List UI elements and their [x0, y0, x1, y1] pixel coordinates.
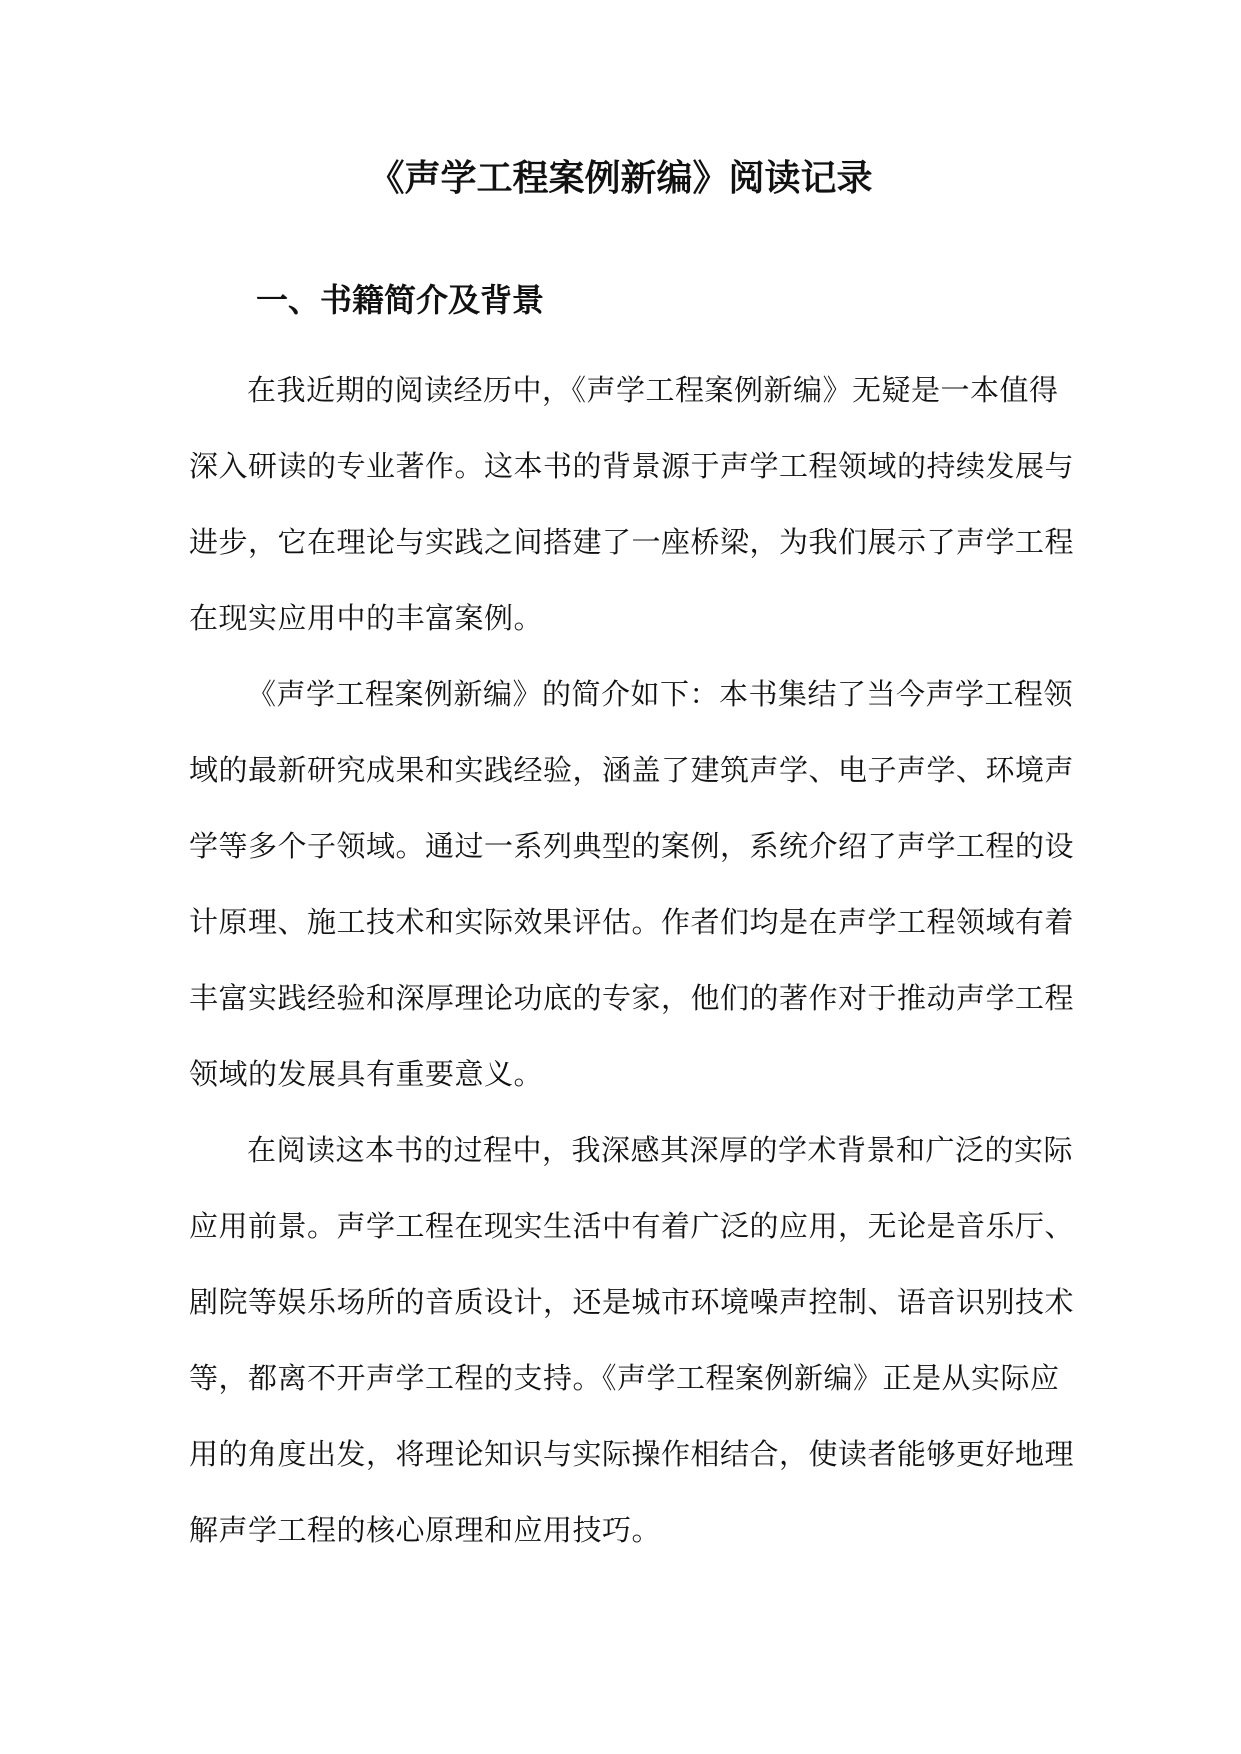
paragraph-line: 《声学工程案例新编》的简介如下：本书集结了当今声学工程领: [247, 677, 1074, 711]
document-title: 《声学工程案例新编》阅读记录: [368, 157, 873, 199]
paragraph-line: 用的角度出发，将理论知识与实际操作相结合，使读者能够更好地理: [189, 1437, 1075, 1471]
paragraph-line: 计原理、施工技术和实际效果评估。作者们均是在声学工程领域有着: [189, 905, 1075, 939]
paragraph-line: 学等多个子领域。通过一系列典型的案例，系统介绍了声学工程的设: [189, 829, 1075, 863]
section-heading: 一、书籍简介及背景: [256, 281, 545, 319]
paragraph-line: 应用前景。声学工程在现实生活中有着广泛的应用，无论是音乐厅、: [189, 1209, 1075, 1243]
paragraph-2: [189, 656, 1075, 1112]
paragraph-line: 丰富实践经验和深厚理论功底的专家，他们的著作对于推动声学工程: [189, 981, 1075, 1015]
paragraph-1: [189, 352, 1075, 656]
paragraph-line: 域的最新研究成果和实践经验，涵盖了建筑声学、电子声学、环境声: [189, 753, 1075, 787]
paragraph-line: 在阅读这本书的过程中，我深感其深厚的学术背景和广泛的实际: [247, 1133, 1074, 1167]
paragraph-line: 进步，它在理论与实践之间搭建了一座桥梁，为我们展示了声学工程: [189, 525, 1075, 559]
paragraph-line: 深入研读的专业著作。这本书的背景源于声学工程领域的持续发展与: [189, 449, 1075, 483]
paragraph-3: [189, 1112, 1075, 1568]
paragraph-line: 领域的发展具有重要意义。: [189, 1057, 544, 1091]
paragraph-line: 在现实应用中的丰富案例。: [189, 601, 544, 635]
paragraph-line: 在我近期的阅读经历中，《声学工程案例新编》无疑是一本值得: [247, 373, 1059, 407]
paragraph-line: 剧院等娱乐场所的音质设计，还是城市环境噪声控制、语音识别技术: [189, 1285, 1075, 1319]
paragraph-line: 等，都离不开声学工程的支持。《声学工程案例新编》正是从实际应: [189, 1361, 1060, 1395]
paragraph-line: 解声学工程的核心原理和应用技巧。: [189, 1513, 662, 1547]
body-text: [189, 352, 1075, 1568]
